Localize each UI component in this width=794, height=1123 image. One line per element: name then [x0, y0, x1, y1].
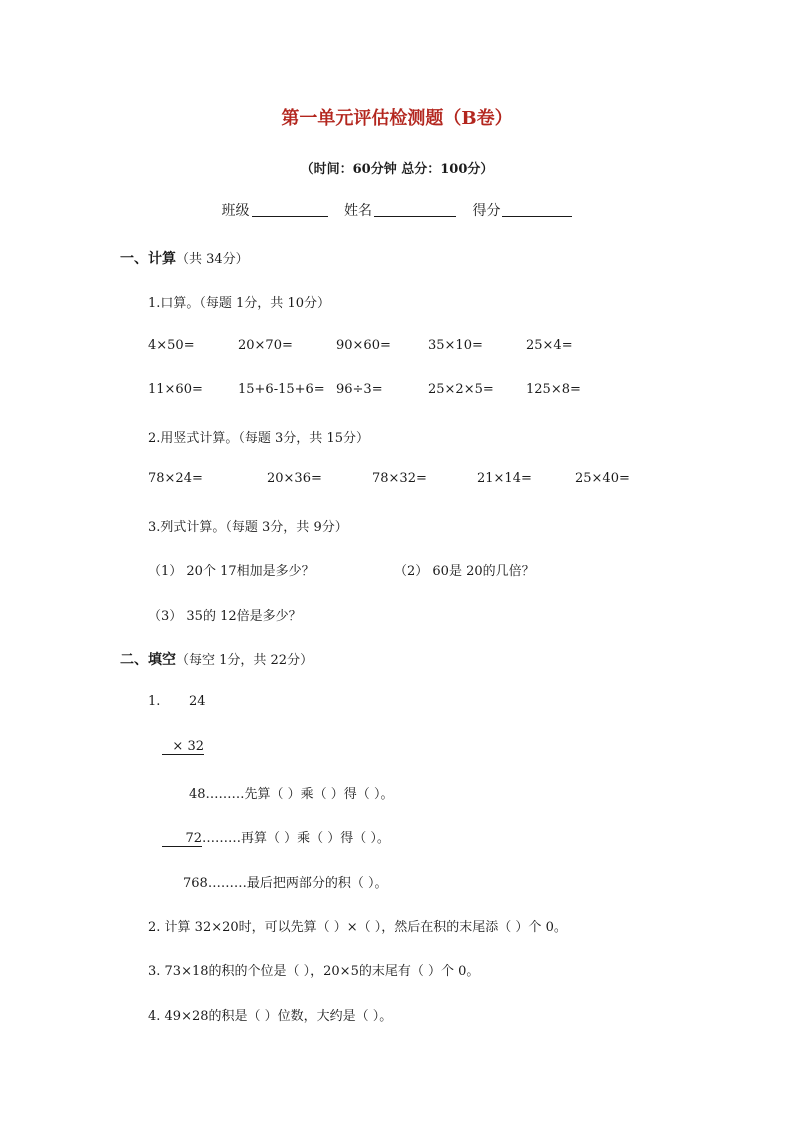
multiplier: × 32	[162, 739, 204, 755]
oral-item: 125×8=	[526, 382, 581, 397]
oral-item: 25×2×5=	[428, 382, 494, 397]
exam-time-and-score: （时间：60分钟 总分：100分）	[300, 162, 494, 177]
word-problem: （3） 35的 12倍是多少？	[148, 609, 302, 624]
fill-question: 3. 73×18的积的个位是（ ），20×5的末尾有（ ）个 0。	[148, 964, 480, 979]
q3-label: 3.列式计算。（每题 3分，共 9分）	[148, 520, 348, 535]
vertical-calc-item: 78×24=	[148, 471, 203, 486]
class-field[interactable]	[222, 200, 328, 220]
fill-q1-number: 1.	[148, 694, 161, 709]
score-blank[interactable]	[502, 202, 572, 217]
partial-product-step	[162, 827, 390, 847]
fill-question: 2. 计算 32×20时，可以先算（ ）×（ ），然后在积的末尾添（ ）个 0。	[148, 920, 567, 935]
fill-question: 4. 49×28的积是（ ）位数，大约是（ ）。	[148, 1009, 393, 1024]
section2-title: 二、填空	[120, 652, 176, 668]
vertical-calc-item: 25×40=	[575, 471, 630, 486]
vertical-calc-item: 78×32=	[372, 471, 427, 486]
q2-label: 2.用竖式计算。（每题 3分，共 15分）	[148, 431, 369, 446]
step-text: ………再算（ ）乘（ ）得（ ）。	[202, 831, 390, 846]
oral-item: 4×50=	[148, 338, 195, 353]
section1-points: （共 34分）	[176, 252, 249, 267]
final-product-step: 768………最后把两部分的积（ ）。	[183, 876, 388, 891]
section1-heading	[120, 248, 249, 268]
oral-item: 25×4=	[526, 338, 573, 353]
section1-title: 一、计算	[120, 251, 176, 267]
name-label: 姓名	[344, 203, 372, 219]
page-title: 第一单元评估检测题（B卷）	[281, 108, 513, 129]
vertical-calc-item: 20×36=	[267, 471, 322, 486]
partial-product: 72	[162, 831, 202, 847]
oral-item: 90×60=	[336, 338, 391, 353]
oral-item: 15+6-15+6=	[238, 382, 325, 397]
student-info-row	[0, 200, 794, 220]
vertical-calc-item: 21×14=	[477, 471, 532, 486]
partial-product-step: 48………先算（ ）乘（ ）得（ ）。	[189, 787, 394, 802]
class-label: 班级	[221, 203, 250, 219]
oral-item: 96÷3=	[336, 382, 383, 397]
multiplier-row	[162, 739, 204, 755]
oral-item: 11×60=	[148, 382, 203, 397]
section2-points: （每空 1分，共 22分）	[176, 653, 314, 668]
q1-label: 1.口算。（每题 1分，共 10分）	[148, 296, 330, 311]
section2-heading	[120, 649, 313, 669]
oral-item: 35×10=	[428, 338, 483, 353]
class-blank[interactable]	[252, 202, 328, 217]
multiplicand: 24	[189, 694, 206, 709]
name-field[interactable]	[344, 200, 456, 220]
oral-item: 20×70=	[238, 338, 293, 353]
name-blank[interactable]	[374, 202, 456, 217]
score-field[interactable]	[472, 200, 572, 220]
word-problem: （2） 60是 20的几倍？	[394, 564, 535, 579]
score-label: 得分	[472, 203, 501, 219]
word-problem: （1） 20个 17相加是多少？	[148, 564, 315, 579]
